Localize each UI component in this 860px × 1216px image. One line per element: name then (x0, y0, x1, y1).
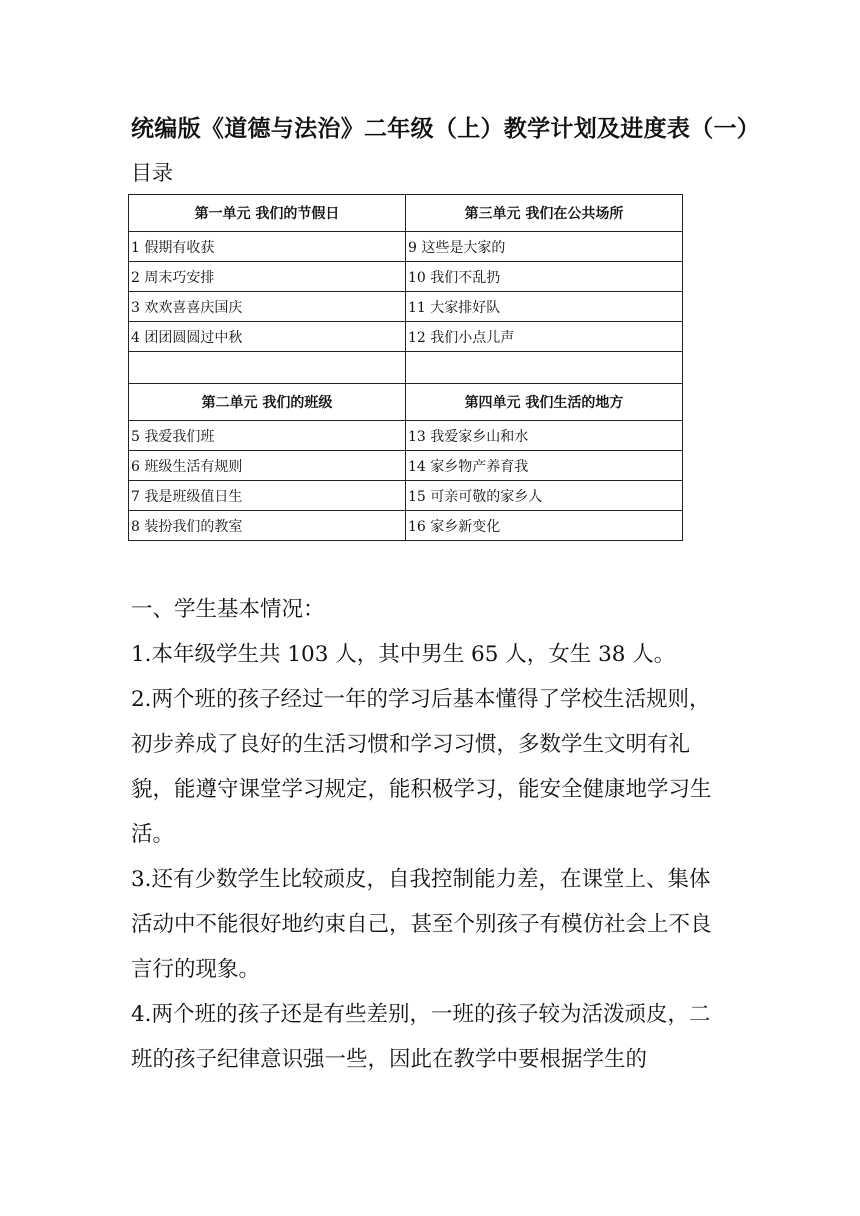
lesson-10: 10 我们不乱扔 (406, 262, 683, 292)
toc-row (129, 262, 683, 292)
paragraph-3: 3.还有少数学生比较顽皮，自我控制能力差，在课堂上、集体活动中不能很好地约束自己，甚至个别孩子有模仿社会上不良言行的现象。 (131, 867, 712, 982)
paragraph-1: 1.本年级学生共 103 人，其中男生 65 人，女生 38 人。 (131, 642, 676, 667)
toc-row (129, 511, 683, 541)
student-situation-section (131, 587, 731, 1082)
lesson-9: 9 这些是大家的 (406, 232, 683, 262)
lesson-4: 4 团团圆圆过中秋 (129, 322, 406, 352)
toc-table (128, 194, 683, 541)
unit-1-header: 第一单元 我们的节假日 (129, 195, 406, 232)
toc-row (129, 292, 683, 322)
paragraph-2: 2.两个班的孩子经过一年的学习后基本懂得了学校生活规则，初步养成了良好的生活习惯和学习习惯，多数学生文明有礼貌，能遵守课堂学习规定，能积极学习，能安全健康地学习生活。 (131, 687, 712, 847)
toc-header-row (129, 384, 683, 421)
lesson-16: 16 家乡新变化 (406, 511, 683, 541)
lesson-8: 8 装扮我们的教室 (129, 511, 406, 541)
lesson-11: 11 大家排好队 (406, 292, 683, 322)
lesson-3: 3 欢欢喜喜庆国庆 (129, 292, 406, 322)
unit-3-header: 第三单元 我们在公共场所 (406, 195, 683, 232)
lesson-12: 12 我们小点儿声 (406, 322, 683, 352)
toc-empty-row (129, 352, 683, 384)
toc-header-row (129, 195, 683, 232)
toc-row (129, 451, 683, 481)
section-heading: 一、学生基本情况： (131, 597, 325, 622)
unit-4-header: 第四单元 我们生活的地方 (406, 384, 683, 421)
toc-row (129, 322, 683, 352)
lesson-14: 14 家乡物产养育我 (406, 451, 683, 481)
toc-row (129, 421, 683, 451)
toc-label: 目录 (131, 161, 173, 185)
lesson-15: 15 可亲可敬的家乡人 (406, 481, 683, 511)
lesson-7: 7 我是班级值日生 (129, 481, 406, 511)
document-title: 统编版《道德与法治》二年级（上）教学计划及进度表（一） (131, 115, 761, 142)
paragraph-4: 4.两个班的孩子还是有些差别，一班的孩子较为活泼顽皮，二班的孩子纪律意识强一些，因此在教学中要根据学生的 (131, 1002, 711, 1072)
toc-row (129, 481, 683, 511)
lesson-2: 2 周末巧安排 (129, 262, 406, 292)
lesson-6: 6 班级生活有规则 (129, 451, 406, 481)
lesson-1: 1 假期有收获 (129, 232, 406, 262)
empty-cell (406, 352, 683, 384)
empty-cell (129, 352, 406, 384)
unit-2-header: 第二单元 我们的班级 (129, 384, 406, 421)
toc-row (129, 232, 683, 262)
lesson-5: 5 我爱我们班 (129, 421, 406, 451)
lesson-13: 13 我爱家乡山和水 (406, 421, 683, 451)
